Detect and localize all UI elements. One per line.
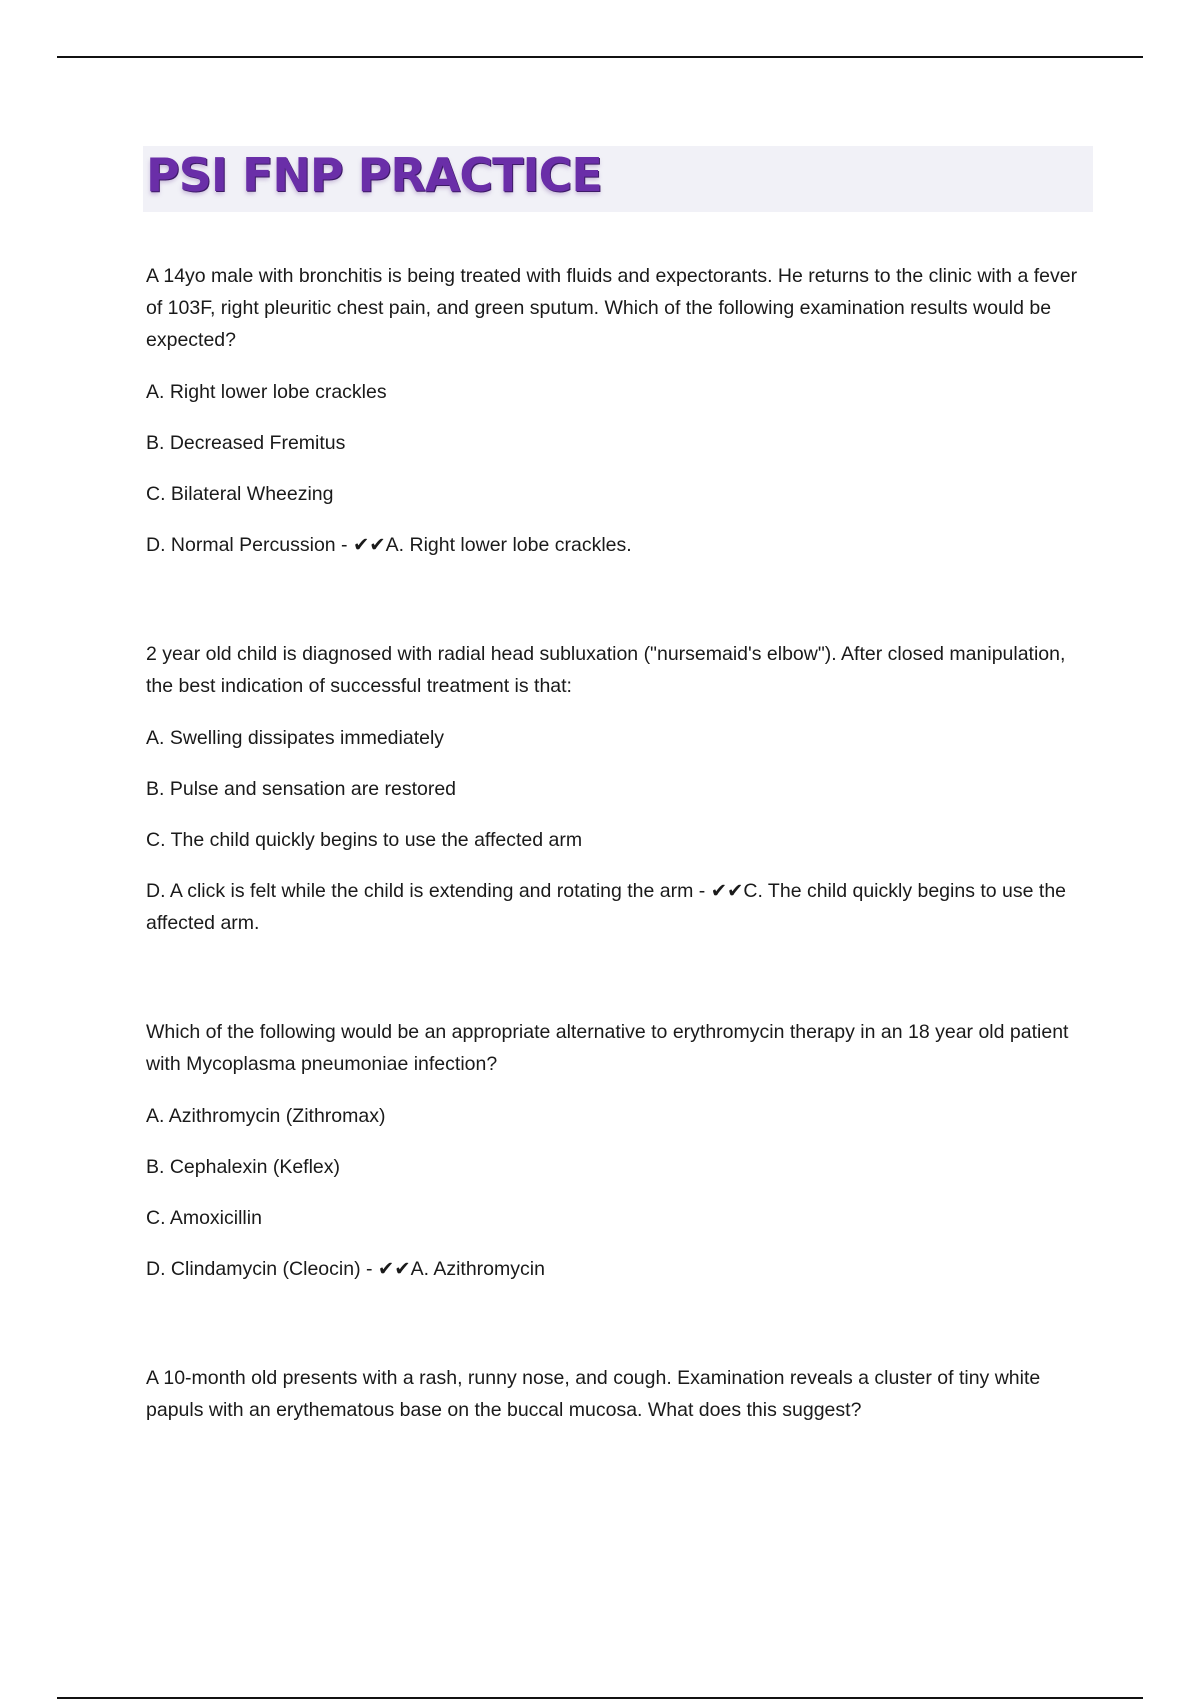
answer-option: B. Pulse and sensation are restored	[146, 778, 457, 800]
answer-option: B. Cephalexin (Keflex)	[146, 1156, 341, 1178]
answer-option: A. Swelling dissipates immediately	[146, 727, 445, 749]
answer-option: C. Amoxicillin	[146, 1207, 262, 1229]
header-rule	[57, 56, 1143, 58]
document-title: PSI FNP PRACTICE	[146, 148, 602, 202]
question-text: Which of the following would be an appropriate alternative to erythromycin therapy in an 18 year old patient with Mycoplasma pneumoniae infection?	[146, 1021, 1069, 1075]
answer-option-with-key: D. A click is felt while the child is extending and rotating the arm - ✔✔C. The child quickly begins to use the affected arm.	[146, 880, 1067, 934]
footer-rule	[57, 1697, 1143, 1699]
answer-option: A. Azithromycin (Zithromax)	[146, 1105, 386, 1127]
question-block	[146, 260, 1086, 561]
question-text: 2 year old child is diagnosed with radial head subluxation ("nursemaid's elbow"). After closed manipulation, the best indication of successful treatment is that:	[146, 643, 1066, 697]
question-block	[146, 1016, 1086, 1285]
answer-option: B. Decreased Fremitus	[146, 432, 346, 454]
answer-option: C. Bilateral Wheezing	[146, 483, 334, 505]
document-body	[146, 260, 1086, 1503]
answer-option: C. The child quickly begins to use the affected arm	[146, 829, 583, 851]
question-block	[146, 638, 1086, 939]
answer-option-with-key: D. Clindamycin (Cleocin) - ✔✔A. Azithromycin	[146, 1258, 545, 1280]
title-banner	[143, 146, 1093, 212]
answer-option: A. Right lower lobe crackles	[146, 381, 387, 403]
question-text: A 14yo male with bronchitis is being treated with fluids and expectorants. He returns to the clinic with a fever of 103F, right pleuritic chest pain, and green sputum. Which of the following examination results would be expected?	[146, 265, 1078, 351]
answer-option-with-key: D. Normal Percussion - ✔✔A. Right lower lobe crackles.	[146, 534, 632, 556]
question-block	[146, 1362, 1086, 1426]
question-text: A 10-month old presents with a rash, runny nose, and cough. Examination reveals a cluster of tiny white papuls with an erythematous base on the buccal mucosa. What does this suggest?	[146, 1367, 1041, 1421]
